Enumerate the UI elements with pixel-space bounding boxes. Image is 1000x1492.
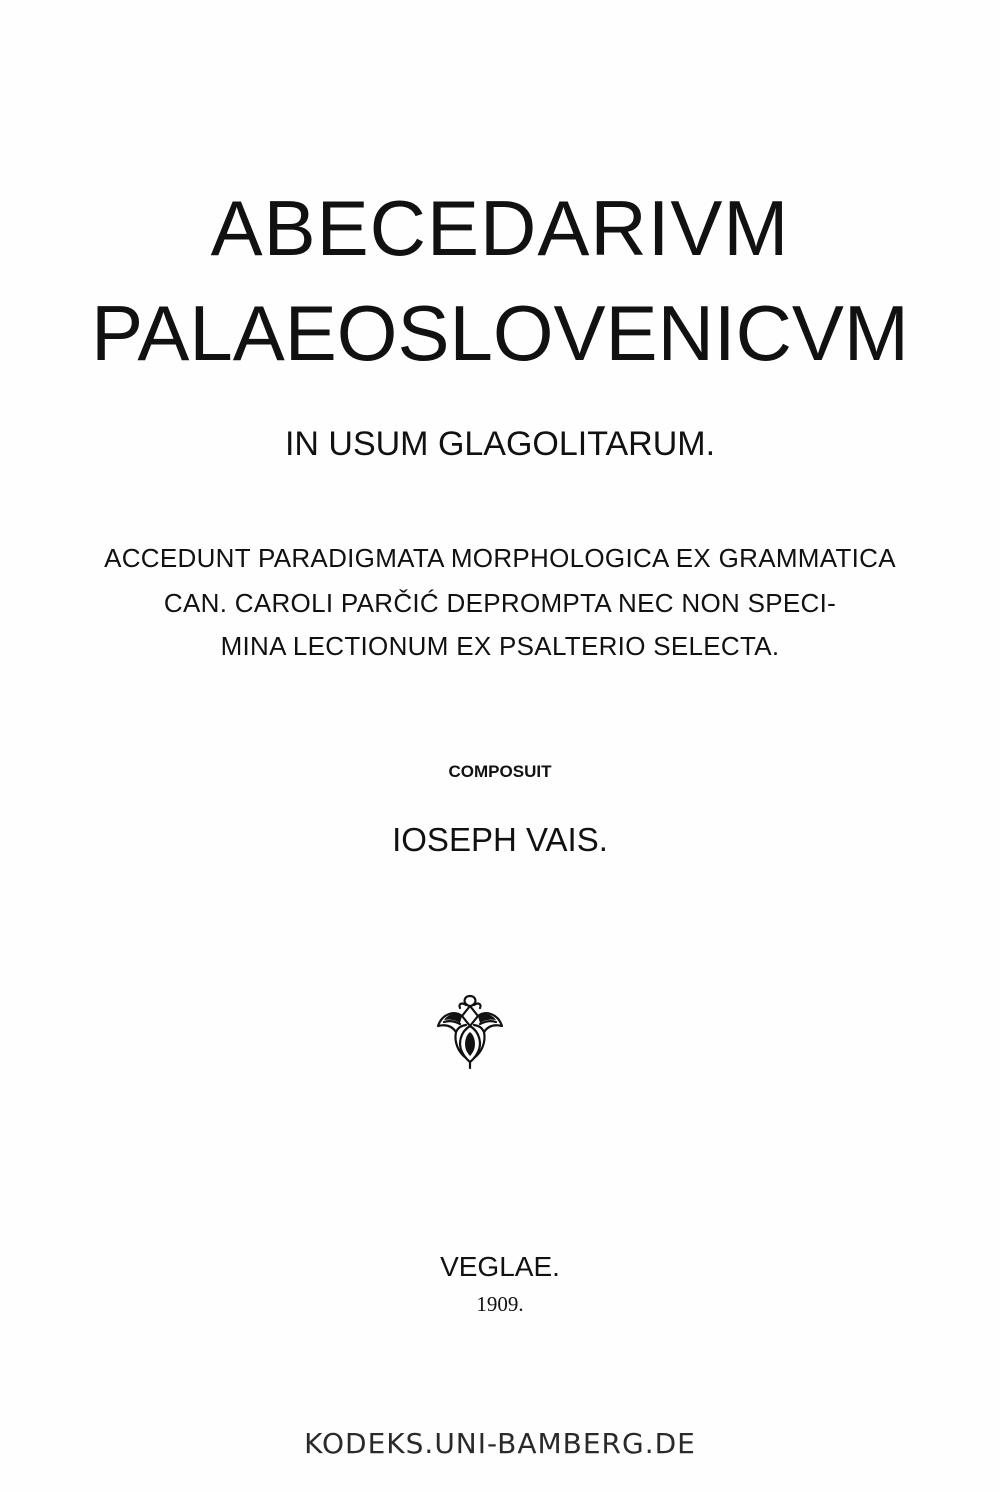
- composuit-label: COMPOSUIT: [448, 762, 552, 781]
- author-name: IOSEPH VAIS.: [392, 821, 608, 858]
- description-line-1: ACCEDUNT PARADIGMATA MORPHOLOGICA EX GRAMMATICA: [104, 543, 896, 573]
- imprint-place: VEGLAE.: [440, 1251, 560, 1282]
- title-line-1: ABECEDARIVM: [210, 184, 790, 272]
- subtitle: IN USUM GLAGOLITARUM.: [284, 425, 716, 463]
- floral-ornament-icon: [432, 992, 508, 1072]
- description-line-3: MINA LECTIONUM EX PSALTERIO SELECTA.: [220, 631, 780, 661]
- imprint-year: 1909.: [476, 1292, 524, 1316]
- source-watermark: KODEKS.UNI-BAMBERG.DE: [304, 1427, 696, 1460]
- title-line-2: PALAEOSLOVENICVM: [91, 289, 909, 377]
- description-line-2: CAN. CAROLI PARČIĆ DEPROMPTA NEC NON SPECI-: [163, 588, 837, 618]
